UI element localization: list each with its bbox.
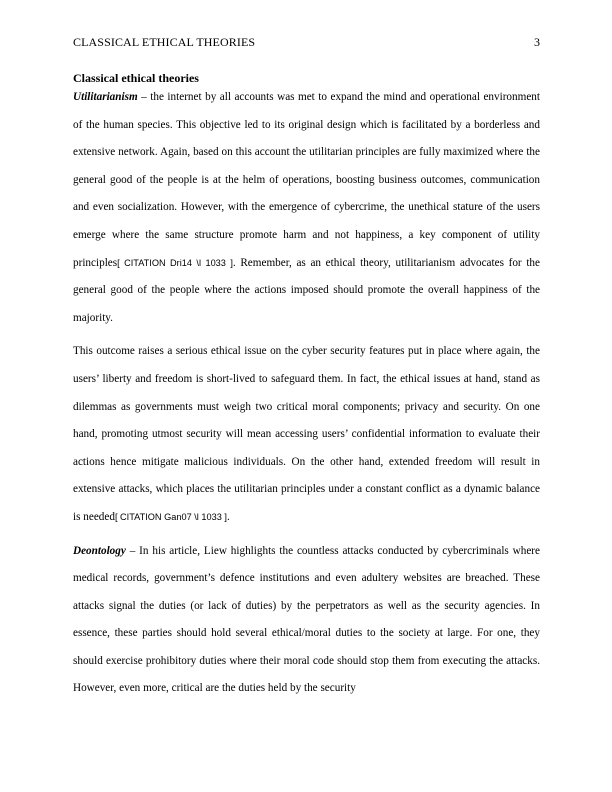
paragraph-utilitarianism (73, 84, 540, 332)
paragraph-text: . (226, 510, 230, 523)
term-utilitarianism: Utilitarianism (73, 91, 138, 103)
document-body (73, 84, 540, 703)
paragraph-text: – In his article, Liew highlights the countless attacks conducted by cybercriminals where medical records, government’s defence institutions and even adultery websites are breached. These attacks signal the duties (or lack of duties) by the perpetrators as well as the security agencies. In essence, these parties should hold several ethical/moral duties to the society at large. For one, they should exercise prohibitory duties where their moral code should stop them from executing the attacks. However, even more, critical are the duties held by the security (73, 544, 540, 695)
paragraph-text: This outcome raises a serious ethical issue on the cyber security features put in place where again, the users’ liberty and freedom is short-lived to safeguard them. In fact, the ethical issues at hand, stand as dilemmas as governments must weigh two critical moral components; privacy and security. On one hand, promoting utmost security will mean accessing users’ confidential information to evaluate their actions hence mitigate malicious individuals. On the other hand, extended freedom will result in extensive attacks, which places the utilitarian principles under a constant conflict as a dynamic balance is needed (73, 345, 540, 523)
section-title: Classical ethical theories (73, 71, 199, 85)
paragraph-text: . Remember, as an ethical theory, utilitarianism advocates for the general good of the people where the actions imposed should promote the overall happiness of the majority. (73, 256, 540, 324)
citation-field: [ CITATION Gan07 \l 1033 ] (114, 511, 227, 522)
citation-field: [ CITATION Dri14 \l 1033 ] (117, 257, 233, 268)
term-deontology: Deontology (73, 544, 126, 557)
paragraph-deontology (73, 538, 540, 704)
page-number: 3 (534, 35, 540, 49)
paragraph-privacy-security (73, 338, 540, 531)
paragraph-text: – the internet by all accounts was met to expand the mind and operational environment of the human species. This objective led to its original design which is facilitated by a borderless and extensive network. Again, based on this account the utilitarian principles are fully maximized where the general good of the people is at the helm of operations, boosting business outcomes, communication and even socialization. However, with the emergence of cybercrime, the unethical stature of the users emerge where the same structure promote harm and not happiness, a key component of utility principles (73, 91, 540, 269)
running-head: CLASSICAL ETHICAL THEORIES (73, 35, 256, 49)
